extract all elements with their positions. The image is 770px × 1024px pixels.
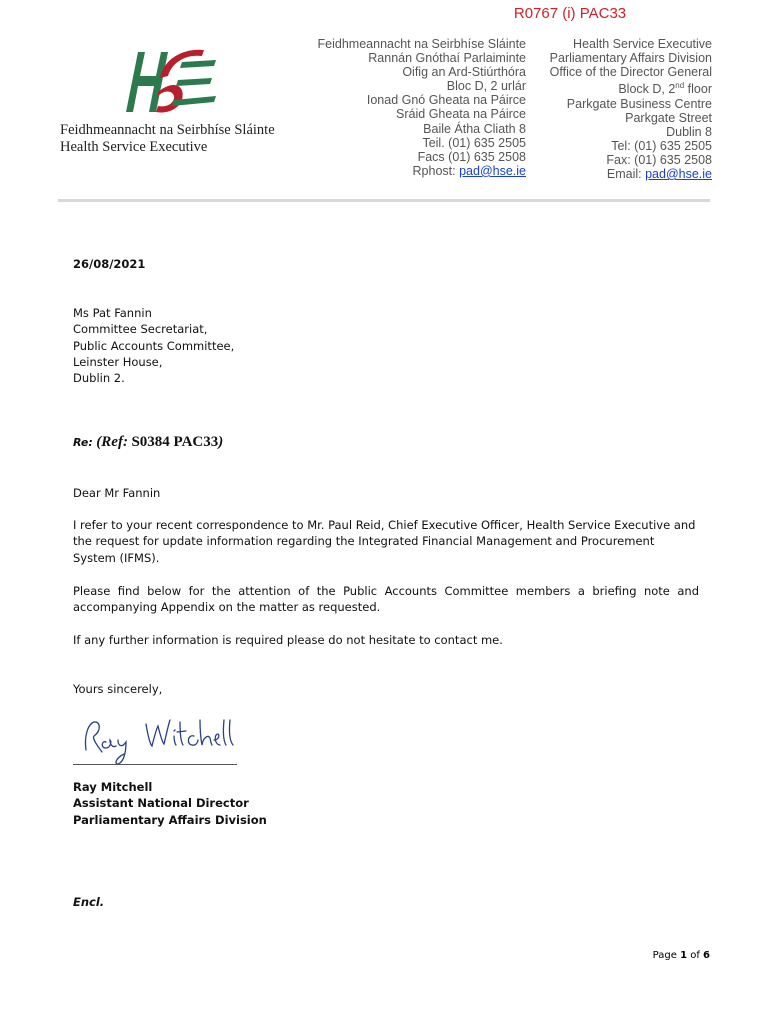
address-line: Sráid Gheata na Páirce [396, 107, 526, 122]
address-line: Facs (01) 635 2508 [417, 149, 526, 164]
total-pages: 6 [703, 950, 710, 961]
address-line: Parkgate Street [625, 110, 712, 125]
ref-prefix: (Ref: [96, 434, 128, 450]
address-line: Fax: (01) 635 2508 [606, 152, 712, 167]
document-reference-code: R0767 (i) PAC33 [513, 5, 627, 22]
ref-close: ) [218, 434, 224, 450]
address-irish [280, 37, 526, 178]
address-line: Health Service Executive [573, 37, 712, 51]
address-line: Bloc D, 2 urlár [446, 79, 526, 94]
recipient-line: Leinster House, [73, 354, 163, 369]
header-divider [58, 199, 710, 202]
address-line: Parkgate Business Centre [566, 96, 712, 111]
letter-date: 26/08/2021 [73, 257, 146, 271]
email-label: Email: [606, 167, 646, 181]
signatory-title: Assistant National Director [73, 796, 249, 811]
paragraph: I refer to your recent correspondence to Mr. Paul Reid, Chief Executive Officer, Health Service Executive and the request for update information regarding the Integrated Financial Management and Procurement System (IFMS). [73, 518, 696, 565]
email-line-english [530, 167, 712, 181]
address-line: Parliamentary Affairs Division [549, 51, 712, 66]
ref-value: S0384 PAC33 [131, 434, 219, 450]
address-line: Teil. (01) 635 2505 [422, 135, 526, 150]
email-label: Rphost: [412, 163, 460, 178]
current-page: 1 [680, 950, 688, 961]
closing: Yours sincerely, [73, 682, 163, 696]
address-line: Ionad Gnó Gheata na Páirce [366, 93, 526, 108]
recipient-line: Ms Pat Fannin [73, 306, 152, 320]
address-line: Rannán Gnóthaí Parlaiminte [368, 51, 526, 66]
address-line: Tel: (01) 635 2505 [611, 138, 712, 153]
subject-line [73, 434, 699, 451]
recipient-address [73, 305, 699, 386]
paragraph: Please find below for the attention of the Public Accounts Committee members a briefing note and accompanying Appendix on the matter as requested. [73, 584, 699, 615]
enclosure-note: Encl. [73, 895, 105, 909]
page-number: Page 1 of 6 [652, 950, 710, 961]
email-link[interactable]: pad@hse.ie [645, 167, 712, 181]
address-line: Feidhmeannacht na Seirbhíse Sláinte [317, 37, 526, 51]
recipient-line: Committee Secretariat, [73, 322, 208, 337]
email-link[interactable]: pad@hse.ie [459, 163, 526, 178]
address-line: Dublin 8 [666, 124, 712, 139]
address-line: Oifig an Ard-Stiúrthóra [402, 65, 526, 80]
address-line: Office of the Director General [549, 65, 712, 80]
signatory-division: Parliamentary Affairs Division [73, 812, 267, 827]
address-english [530, 37, 712, 181]
recipient-line: Dublin 2. [73, 371, 125, 386]
signatory-name: Ray Mitchell [73, 780, 153, 794]
address-line: Baile Átha Cliath 8 [423, 121, 526, 136]
org-name-irish: Feidhmeannacht na Seirbhíse Sláinte [60, 122, 275, 138]
paragraph: If any further information is required please do not hesitate to contact me. [73, 633, 503, 647]
re-label: Re: [73, 436, 93, 449]
logo-caption [60, 122, 280, 156]
floor-superscript: nd [675, 81, 685, 91]
handwritten-signature [80, 712, 240, 767]
signatory-block [73, 779, 699, 828]
salutation: Dear Mr Fannin [73, 486, 161, 500]
hse-logo [112, 40, 222, 115]
email-line-irish [280, 164, 526, 178]
address-line-floor: Block D, 2nd floor [618, 81, 712, 97]
recipient-line: Public Accounts Committee, [73, 338, 235, 353]
signature-line [73, 764, 237, 765]
org-name-english: Health Service Executive [60, 139, 208, 155]
